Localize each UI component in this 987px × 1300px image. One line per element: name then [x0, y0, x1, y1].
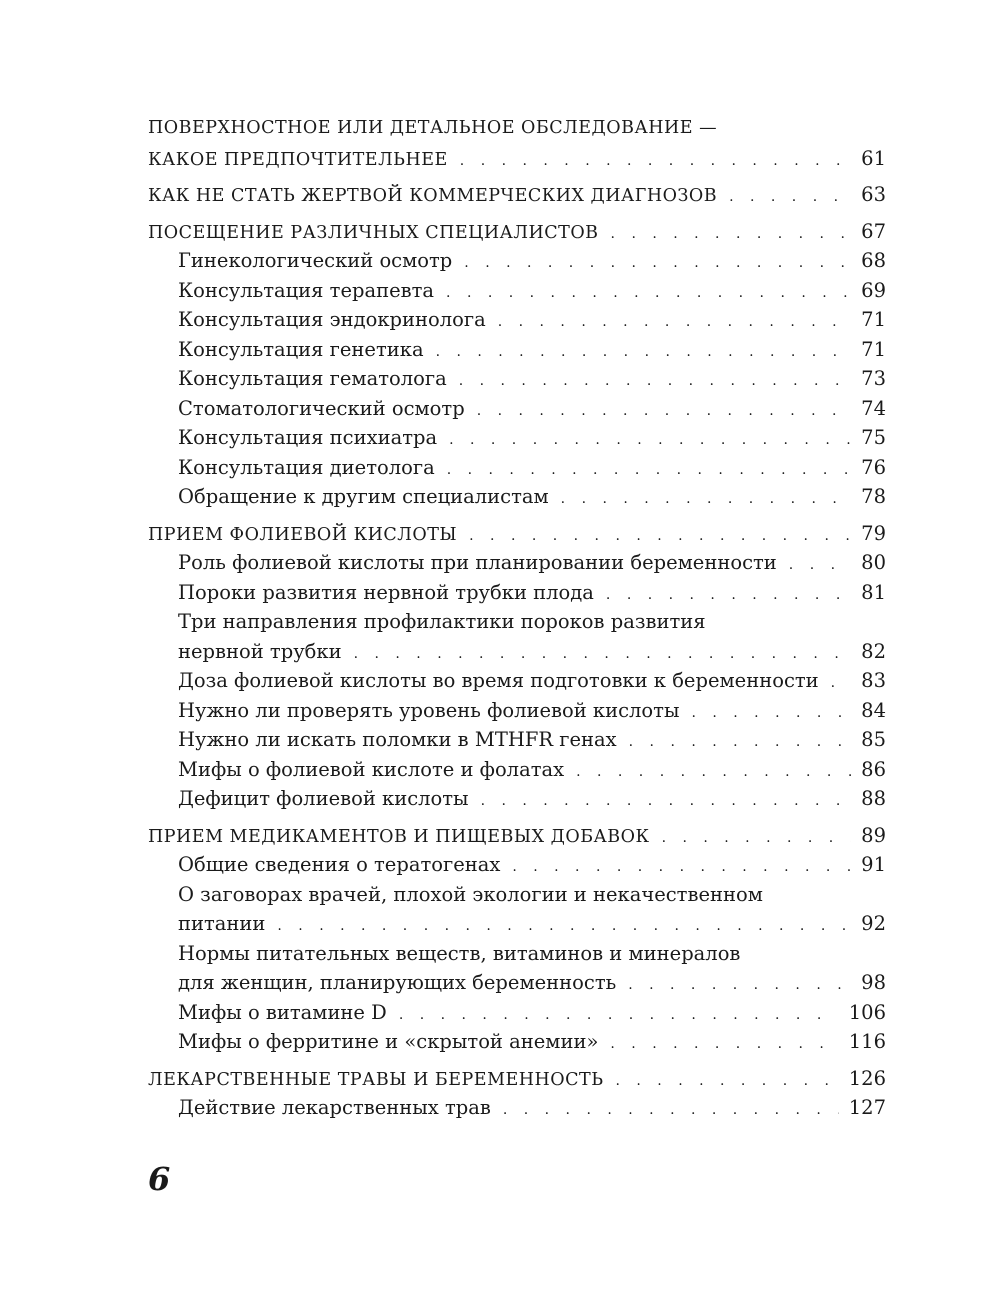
toc-line: [178, 696, 886, 726]
toc-line: [148, 217, 886, 247]
toc-title: питании: [178, 912, 266, 935]
toc-title: Общие сведения о тератогенах: [178, 853, 501, 876]
toc-line: [178, 880, 886, 910]
dot-leader: [449, 426, 851, 456]
toc-line: [178, 850, 886, 880]
toc-page-number: 71: [861, 337, 886, 361]
dot-leader: [576, 758, 851, 788]
toc-title: Обращение к другим специалистам: [178, 485, 549, 508]
toc-subsection[interactable]: [148, 423, 886, 453]
toc-title: ЛЕКАРСТВЕННЫЕ ТРАВЫ И БЕРЕМЕННОСТЬ: [148, 1069, 604, 1090]
toc-title: Консультация эндокринолога: [178, 308, 486, 331]
toc-subsection[interactable]: [148, 784, 886, 814]
toc-title: КАК НЕ СТАТЬ ЖЕРТВОЙ КОММЕРЧЕСКИХ ДИАГНОЗОВ: [148, 186, 718, 206]
dot-leader: [606, 581, 851, 611]
dot-leader: [628, 971, 851, 1001]
toc-title: Нормы питательных веществ, витаминов и минералов: [178, 941, 741, 965]
toc-page-number: 116: [848, 1030, 886, 1053]
toc-line: [178, 453, 886, 483]
toc-title: Действие лекарственных трав: [178, 1096, 491, 1119]
toc-line: [178, 607, 886, 637]
toc-section[interactable]: [148, 519, 886, 549]
toc-section[interactable]: [148, 217, 886, 247]
toc-subsection[interactable]: [148, 725, 886, 755]
toc-title: Нужно ли искать поломки в MTHFR генах: [178, 728, 617, 751]
toc-page-number: 81: [861, 580, 886, 604]
toc-subsection[interactable]: [148, 482, 886, 512]
dot-leader: [691, 699, 851, 729]
toc-page-number: 86: [861, 757, 886, 781]
toc-page-number: 73: [861, 367, 886, 390]
toc-title: Дефицит фолиевой кислоты: [178, 787, 469, 810]
toc-subsection[interactable]: [148, 666, 886, 696]
toc-line: [178, 423, 886, 453]
toc-subsection[interactable]: [148, 607, 886, 666]
toc-subsection[interactable]: [148, 939, 886, 998]
toc-title: КАКОЕ ПРЕДПОЧТИТЕЛЬНЕЕ: [148, 149, 448, 170]
dot-leader: [277, 912, 851, 942]
toc-page-number: 71: [861, 308, 886, 331]
toc-page-number: 80: [861, 551, 886, 574]
toc-line: [178, 578, 886, 608]
toc-page-number: 79: [861, 521, 886, 545]
dot-leader: [616, 1067, 839, 1097]
toc-section[interactable]: [148, 180, 886, 210]
toc-title: нервной трубки: [178, 639, 342, 663]
toc-line: [148, 821, 886, 851]
toc-page-number: 85: [861, 728, 886, 751]
dot-leader: [610, 1030, 838, 1060]
dot-leader: [729, 183, 851, 213]
toc-subsection[interactable]: [148, 276, 886, 306]
toc-page-number: 76: [861, 455, 886, 479]
toc-title: Мифы о ферритине и «скрытой анемии»: [178, 1030, 599, 1053]
toc-page-number: 98: [861, 971, 886, 994]
toc-line: [178, 666, 886, 696]
dot-leader: [436, 338, 852, 368]
toc-line: [178, 364, 886, 394]
toc-line: [178, 394, 886, 424]
toc-title: Нужно ли проверять уровень фолиевой кислоты: [178, 698, 680, 722]
dot-leader: [464, 249, 851, 279]
toc-title: Мифы о фолиевой кислоте и фолатах: [178, 757, 565, 781]
toc-line: [178, 1027, 886, 1057]
toc-title: Три направления профилактики пороков развития: [178, 610, 706, 633]
toc-page-number: 69: [861, 278, 886, 302]
toc-line: [178, 725, 886, 755]
toc-title: Консультация диетолога: [178, 455, 435, 479]
toc-page-number: 63: [861, 183, 886, 206]
dot-leader: [447, 456, 851, 486]
toc-title: Пороки развития нервной трубки плода: [178, 580, 594, 604]
dot-leader: [498, 308, 851, 338]
toc-line: [178, 909, 886, 939]
toc-title: ПРИЕМ МЕДИКАМЕНТОВ И ПИЩЕВЫХ ДОБАВОК: [148, 826, 650, 847]
toc-subsection[interactable]: [148, 305, 886, 335]
toc-line: [148, 180, 886, 210]
toc-subsection[interactable]: [148, 850, 886, 880]
toc-line: [178, 1093, 886, 1123]
dot-leader: [481, 787, 852, 817]
toc-title: О заговорах врачей, плохой экологии и некачественном: [178, 882, 763, 906]
toc-subsection[interactable]: [148, 394, 886, 424]
dot-leader: [459, 367, 851, 397]
dot-leader: [460, 147, 851, 177]
toc-page-number: 89: [861, 823, 886, 847]
toc-subsection[interactable]: [148, 696, 886, 726]
toc-section[interactable]: [148, 114, 886, 173]
toc-subsection[interactable]: [148, 880, 886, 939]
dot-leader: [561, 485, 852, 515]
toc-line: [178, 968, 886, 998]
dot-leader: [611, 220, 852, 250]
toc-subsection[interactable]: [148, 998, 886, 1028]
toc-title: Консультация психиатра: [178, 426, 438, 449]
toc-subsection[interactable]: [148, 364, 886, 394]
toc-line: [178, 755, 886, 785]
dot-leader: [477, 397, 851, 427]
toc-subsection[interactable]: [148, 578, 886, 608]
dot-leader: [831, 669, 852, 699]
dot-leader: [662, 824, 852, 854]
toc-subsection[interactable]: [148, 335, 886, 365]
toc-title: для женщин, планирующих беременность: [178, 971, 617, 994]
toc-section[interactable]: [148, 821, 886, 851]
toc-line: [178, 305, 886, 335]
toc-line: [148, 519, 886, 549]
toc-page-number: 127: [848, 1096, 886, 1119]
toc-title: Консультация генетика: [178, 337, 424, 361]
toc-page-number: 75: [861, 426, 886, 449]
toc-page-number: 68: [861, 249, 886, 272]
toc-title: Консультация гематолога: [178, 367, 447, 390]
toc-page-number: 92: [861, 912, 886, 935]
dot-leader: [354, 640, 852, 670]
toc-page-number: 83: [861, 669, 886, 692]
dot-leader: [512, 853, 851, 883]
toc-line: [178, 939, 886, 969]
toc-page-number: 88: [861, 787, 886, 810]
toc-line: [178, 637, 886, 667]
toc-subsection[interactable]: [148, 755, 886, 785]
toc-title: Стоматологический осмотр: [178, 396, 465, 420]
toc-title: Доза фолиевой кислоты во время подготовки к беременности: [178, 669, 819, 692]
toc-page-number: 74: [861, 396, 886, 420]
toc-subsection[interactable]: [148, 1093, 886, 1123]
dot-leader: [503, 1096, 839, 1126]
dot-leader: [789, 551, 851, 581]
page-number: 6: [148, 1160, 171, 1198]
toc-line: [178, 998, 886, 1028]
toc-line: [148, 114, 886, 144]
table-of-contents: [148, 114, 886, 1123]
toc-page-number: 82: [861, 639, 886, 663]
dot-leader: [629, 728, 852, 758]
toc-page-number: 61: [861, 146, 886, 170]
toc-line: [178, 335, 886, 365]
toc-title: Мифы о витамине D: [178, 1000, 387, 1024]
toc-page-number: 91: [861, 853, 886, 876]
toc-page-number: 67: [861, 219, 886, 243]
dot-leader: [446, 279, 851, 309]
toc-title: ПОСЕЩЕНИЕ РАЗЛИЧНЫХ СПЕЦИАЛИСТОВ: [148, 222, 599, 243]
dot-leader: [469, 522, 851, 552]
toc-subsection[interactable]: [148, 548, 886, 578]
toc-line: [178, 784, 886, 814]
toc-line: [148, 1064, 886, 1094]
toc-subsection[interactable]: [148, 1027, 886, 1057]
toc-section[interactable]: [148, 1064, 886, 1094]
toc-subsection[interactable]: [148, 246, 886, 276]
toc-line: [178, 548, 886, 578]
toc-line: [178, 276, 886, 306]
toc-title: ПРИЕМ ФОЛИЕВОЙ КИСЛОТЫ: [148, 524, 458, 545]
toc-page-number: 106: [848, 1000, 886, 1024]
toc-line: [148, 144, 886, 174]
toc-title: Роль фолиевой кислоты при планировании беременности: [178, 551, 777, 574]
toc-title: Гинекологический осмотр: [178, 249, 453, 272]
dot-leader: [399, 1001, 839, 1031]
toc-line: [178, 246, 886, 276]
toc-title: Консультация терапевта: [178, 278, 435, 302]
toc-title: ПОВЕРХНОСТНОЕ ИЛИ ДЕТАЛЬНОЕ ОБСЛЕДОВАНИЕ —: [148, 118, 718, 138]
toc-page-number: 84: [861, 698, 886, 722]
toc-line: [178, 482, 886, 512]
toc-page-number: 78: [861, 485, 886, 508]
toc-subsection[interactable]: [148, 453, 886, 483]
toc-page-number: 126: [848, 1066, 886, 1090]
